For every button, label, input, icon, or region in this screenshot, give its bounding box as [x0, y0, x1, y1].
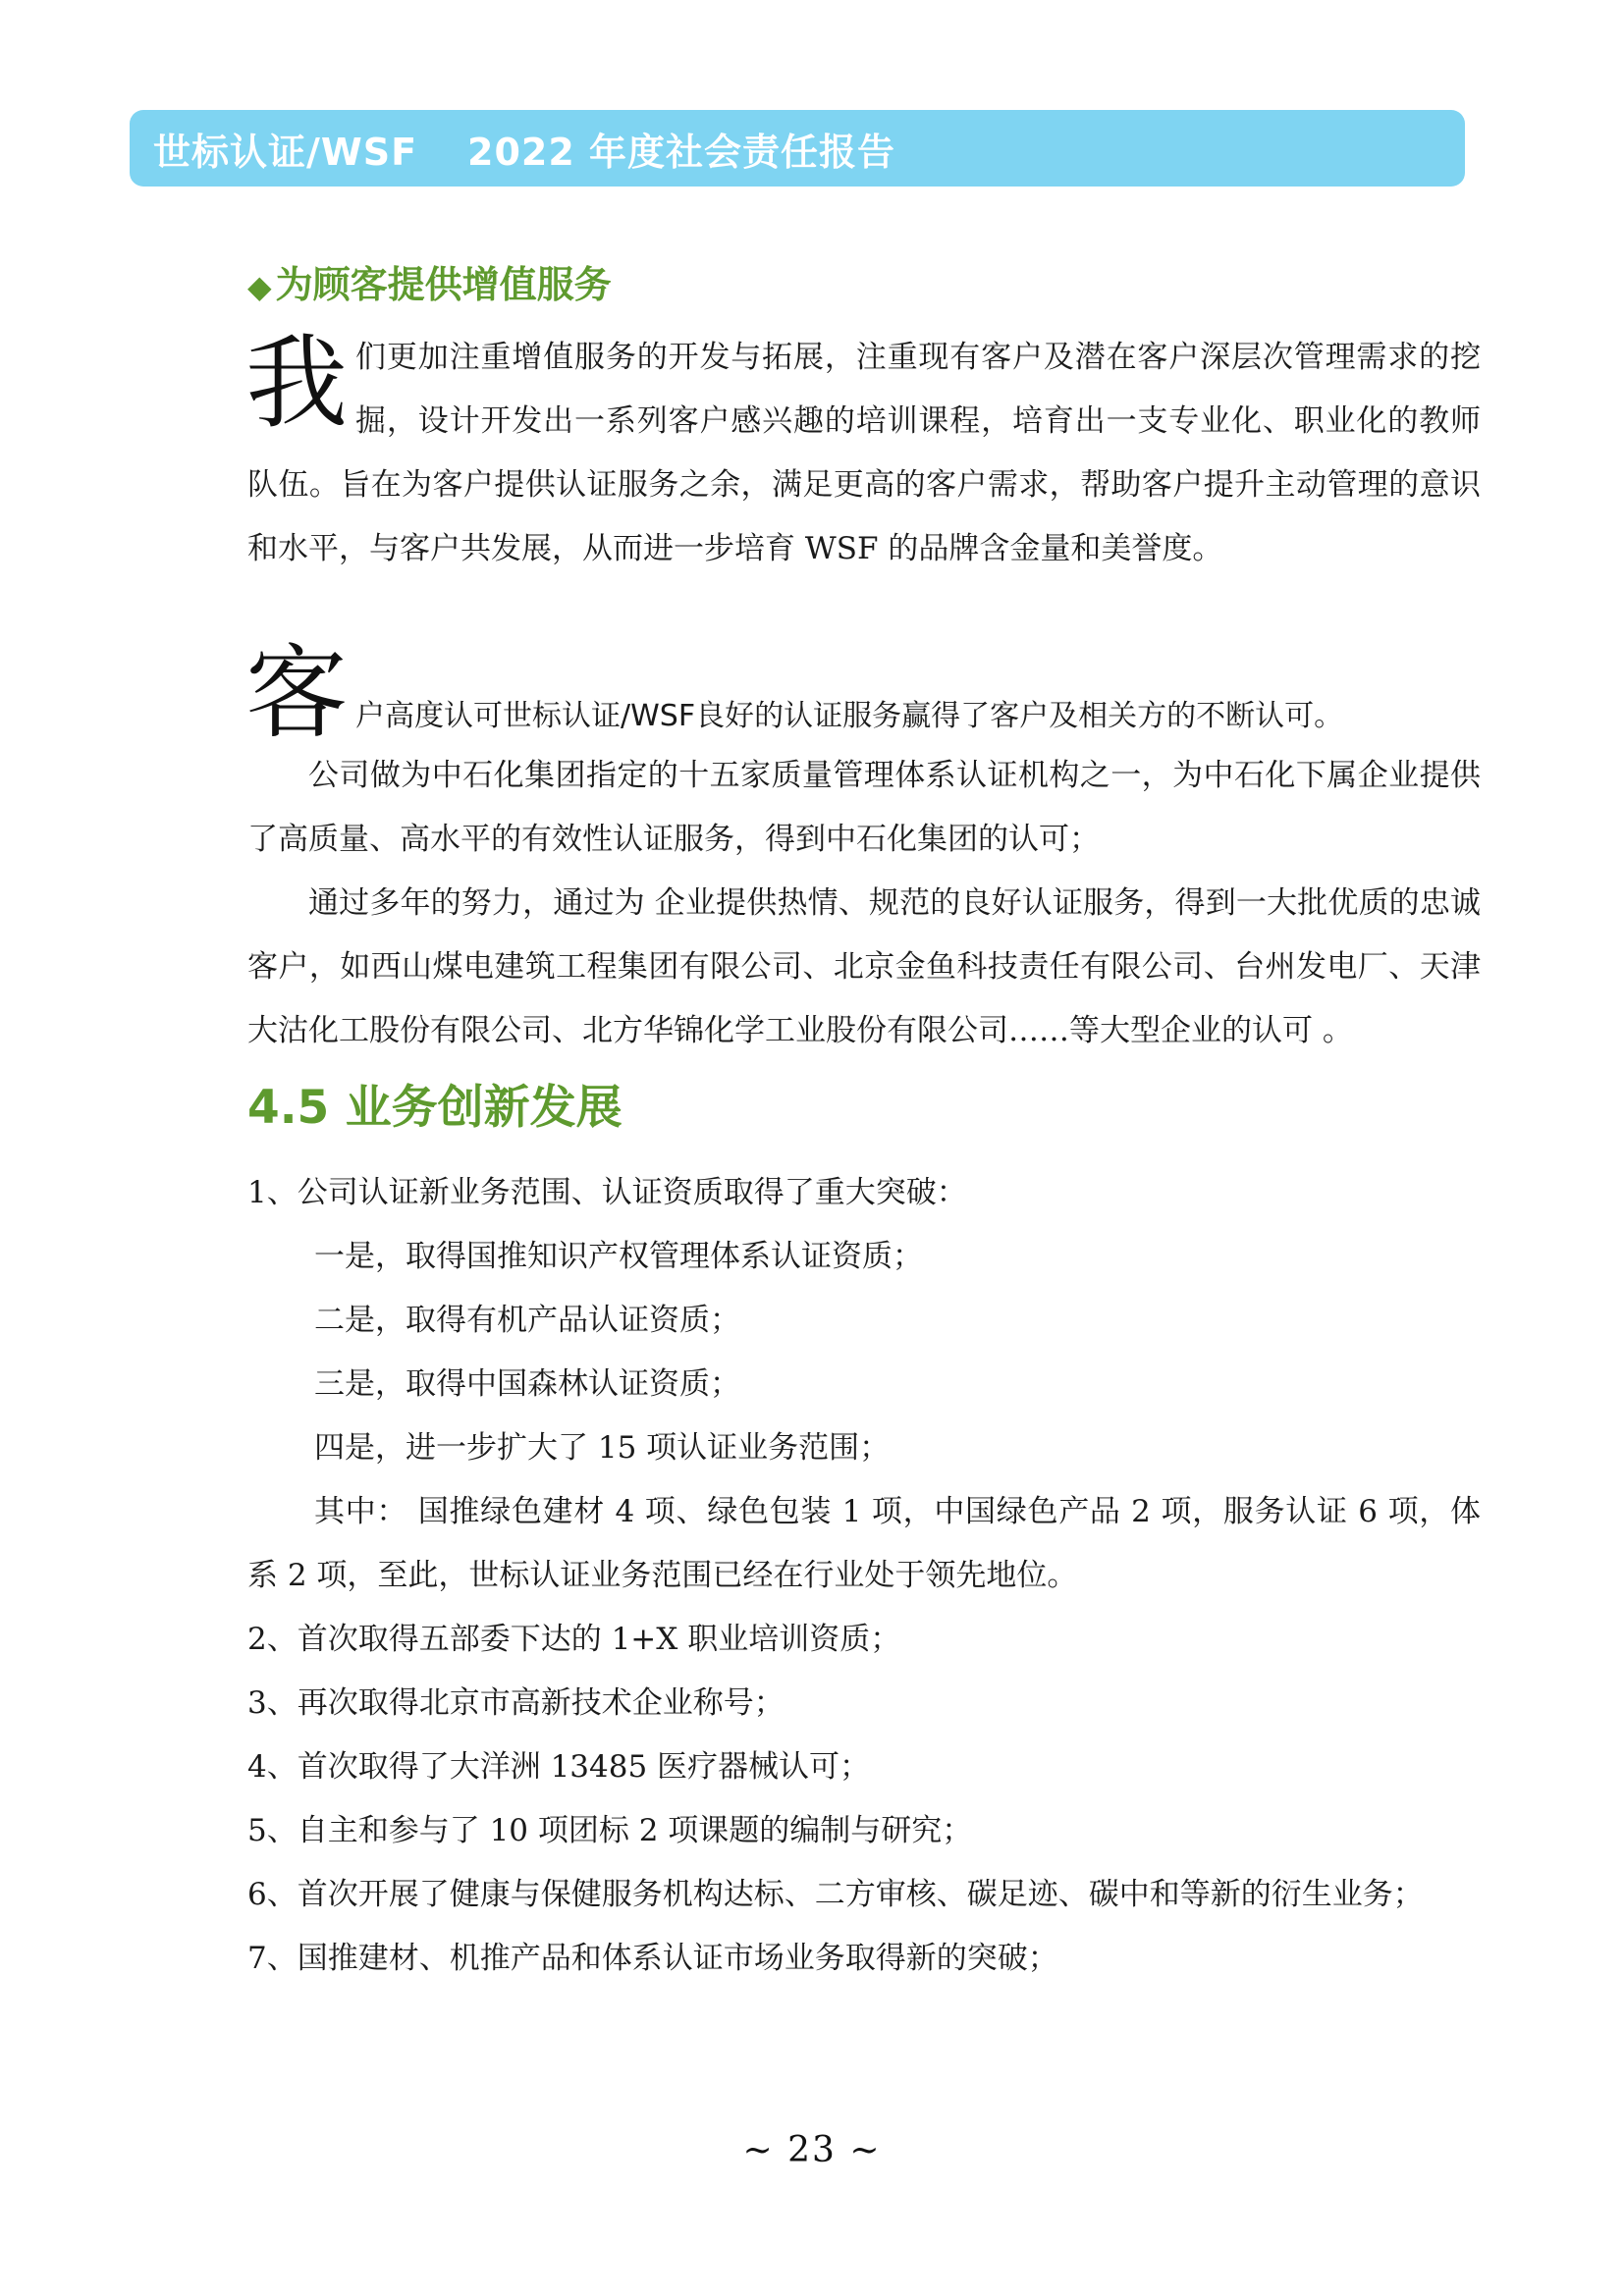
recognition-intro-text: 户高度认可世标认证/WSF良好的认证服务赢得了客户及相关方的不断认可。: [355, 699, 1344, 733]
scope-detail-paragraph: 其中： 国推绿色建材 4 项、绿色包装 1 项，中国绿色产品 2 项，服务认证 6 项，体系 2 项，至此，世标认证业务范围已经在行业处于领先地位。: [247, 1494, 1481, 1593]
page-content: [247, 255, 1481, 1991]
header-organization: 世标认证/WSF: [153, 130, 418, 174]
sub-list-item: 四是，进一步扩大了 15 项认证业务范围；: [314, 1430, 891, 1466]
sub-list-item: 二是，取得有机产品认证资质；: [314, 1303, 740, 1338]
sub-list-item: 三是，取得中国森林认证资质；: [314, 1366, 740, 1402]
dropcap-wo: 我: [245, 323, 349, 443]
recognition-intro: [245, 633, 1481, 753]
sinopec-paragraph: 公司做为中石化集团指定的十五家质量管理体系认证机构之一，为中石化下属企业提供了高质量、高水平的有效性认证服务，得到中石化集团的认可；: [247, 758, 1481, 857]
page-number: ~ 23 ~: [742, 2130, 882, 2170]
list-item-1: 1、公司认证新业务范围、认证资质取得了重大突破：: [247, 1175, 967, 1210]
customers-paragraph: 通过多年的努力，通过为 企业提供热情、规范的良好认证服务，得到一大批优质的忠诚客户，如西山煤电建筑工程集团有限公司、北京金鱼科技责任有限公司、台州发电厂、天津大沽化工股份有限公司、北方华锦化学工业股份有限公司……等大型企业的认可 。: [247, 885, 1481, 1048]
list-item-4: 4、首次取得了大洋洲 13485 医疗器械认可；: [247, 1749, 871, 1785]
list-item-3: 3、再次取得北京市高新技术企业称号；: [247, 1685, 785, 1721]
header-report-title: 2022 年度社会责任报告: [467, 130, 895, 174]
value-added-paragraph: [245, 323, 1481, 581]
value-added-heading: [247, 255, 1481, 314]
dropcap-ke: 客: [245, 633, 349, 753]
sub-list-item: 一是，取得国推知识产权管理体系认证资质；: [314, 1239, 923, 1274]
diamond-bullet-icon: ◆: [247, 268, 272, 305]
value-added-heading-text: 为顾客提供增值服务: [275, 263, 612, 306]
list-item-7: 7、国推建材、机推产品和体系认证市场业务取得新的突破；: [247, 1941, 1058, 1976]
list-item-5: 5、自主和参与了 10 项团标 2 项课题的编制与研究；: [247, 1813, 973, 1848]
value-added-paragraph-text: 们更加注重增值服务的开发与拓展，注重现有客户及潜在客户深层次管理需求的挖掘，设计开发出一系列客户感兴趣的培训课程，培育出一支专业化、职业化的教师队伍。旨在为客户提供认证服务之余，满足更高的客户需求，帮助客户提升主动管理的意识和水平，与客户共发展，从而进一步培育 WSF 的品牌含金量和美誉度。: [247, 340, 1481, 566]
report-header-bar: [130, 110, 1465, 187]
list-item-2: 2、首次取得五部委下达的 1+X 职业培训资质；: [247, 1622, 901, 1657]
section-heading-4-5: 4.5 业务创新发展: [247, 1081, 623, 1135]
list-item-6: 6、首次开展了健康与保健服务机构达标、二方审核、碳足迹、碳中和等新的衍生业务；: [247, 1877, 1424, 1912]
